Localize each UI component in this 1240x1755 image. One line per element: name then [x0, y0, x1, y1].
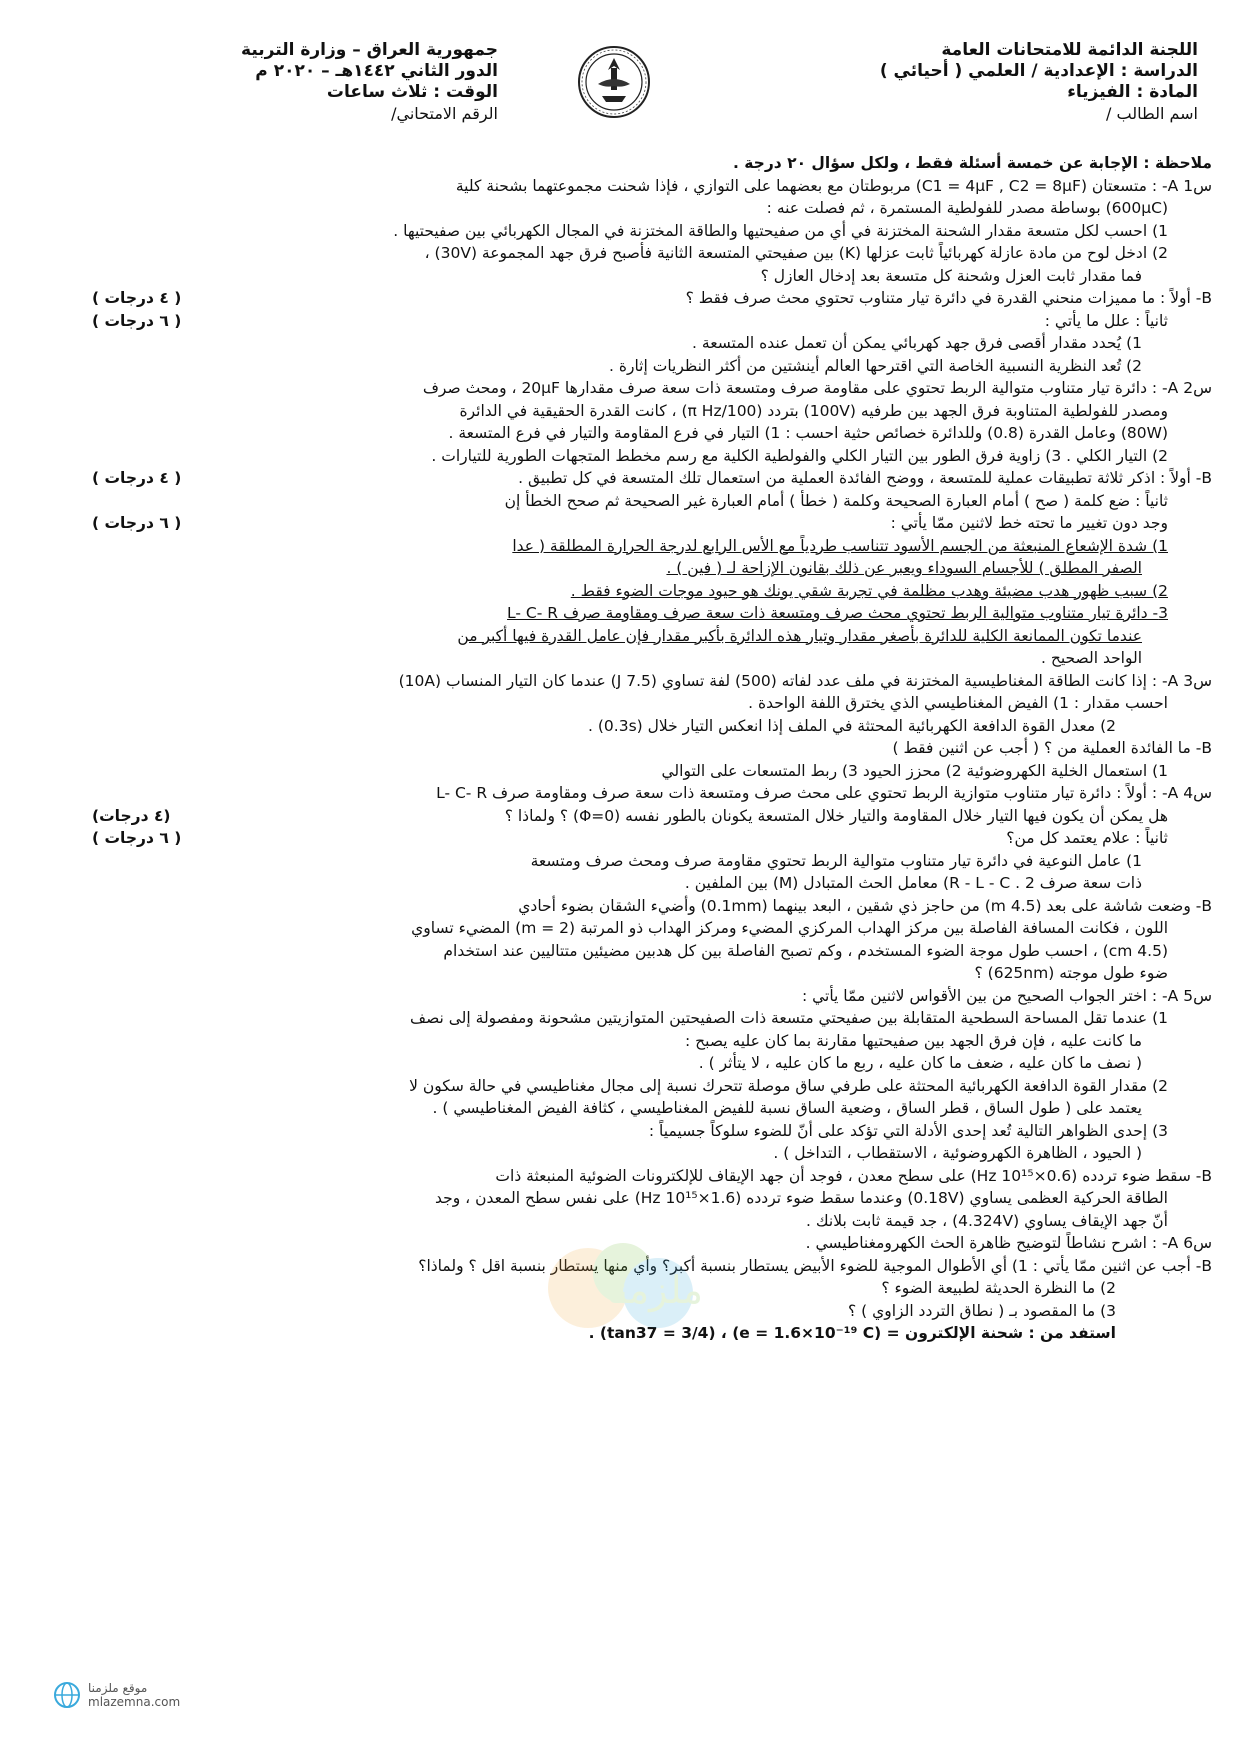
- site-footer-logo: [52, 1680, 180, 1710]
- exam-line: [28, 692, 1212, 715]
- exam-line-text: الطاقة الحركية العظمى يساوي (0.18V) وعندما سقط ضوء تردده (1.6×10¹⁵ Hz) على نفس سطح المعدن ، وجد: [435, 1189, 1168, 1207]
- exam-line: [28, 827, 1212, 850]
- exam-line: [28, 940, 1212, 963]
- exam-line-text: استفد من : شحنة الإلكترون = (e = 1.6×10⁻¹⁹ C) ، (tan37 = 3/4) .: [588, 1324, 1116, 1342]
- exam-line-text: ثانياً : علل ما يأتي :: [1044, 311, 1168, 330]
- exam-line-text: B- ما الفائدة العملية من ؟ ( أجب عن اثنين فقط ): [892, 739, 1212, 757]
- exam-line: [28, 1322, 1212, 1345]
- marks-label: ( ٤ درجات ): [92, 469, 182, 487]
- exam-line-text: 3) إحدى الظواهر التالية تُعد إحدى الأدلة التي تؤكد على أنّ للضوء سلوكاً جسيمياً :: [648, 1121, 1168, 1140]
- study-branch: الدراسة : الإعدادية / العلمي ( أحيائي ): [879, 61, 1198, 81]
- exam-line-text: ملاحظة : الإجابة عن خمسة أسئلة فقط ، ولكل سؤال ٢٠ درجة .: [732, 154, 1212, 172]
- exam-line-text: 1) يُحدد مقدار أقصى فرق جهد كهربائي يمكن أن تعمل عنده المتسعة .: [692, 334, 1142, 352]
- exam-line-text: (4.5 cm) ، احسب طول موجة الضوء المستخدم ، وكم تصبح الفاصلة بين كل هدبين مضيئين متتاليين عند استخدام: [443, 941, 1168, 960]
- exam-line: [28, 377, 1212, 400]
- exam-line: [28, 332, 1212, 355]
- exam-line: [28, 850, 1212, 873]
- marks-label: ( ٦ درجات ): [92, 829, 182, 847]
- exam-line-text: فما مقدار ثابت العزل وشحنة كل متسعة بعد إدخال العازل ؟: [760, 266, 1142, 285]
- exam-line-text: 1) شدة الإشعاع المنبعثة من الجسم الأسود تتناسب طردياً مع الأس الرابع لدرجة الحرارة المطلقة ( عدا: [512, 536, 1168, 555]
- exam-line-text: الصفر المطلق ) للأجسام السوداء ويعبر عن ذلك بقانون الإزاحة لـ ( فين ) .: [666, 559, 1142, 577]
- exam-line-text: س1 A- : متسعتان (C1 = 4μF , C2 = 8μF) مربوطتان مع بعضهما على التوازي ، فإذا شحنت مجموعتهما بشحنة كلية: [455, 176, 1212, 195]
- exam-line: [28, 175, 1212, 198]
- student-name-label: اسم الطالب /: [1106, 104, 1198, 123]
- exam-line: [28, 1142, 1212, 1165]
- exam-line-text: س6 A- : اشرح نشاطاً لتوضيح ظاهرة الحث الكهرومغناطيسي .: [805, 1234, 1212, 1252]
- exam-line: [28, 715, 1212, 738]
- exam-line-text: الواحد الصحيح .: [1041, 649, 1142, 667]
- exam-line: [28, 287, 1212, 310]
- exam-line: [28, 310, 1212, 333]
- exam-line: [28, 962, 1212, 985]
- exam-line: [28, 1232, 1212, 1255]
- exam-line: [28, 490, 1212, 513]
- exam-line: [28, 1300, 1212, 1323]
- country-ministry: جمهورية العراق – وزارة التربية: [241, 40, 498, 60]
- exam-line-text: (80W) وعامل القدرة (0.8) وللدائرة خصائص حثية احسب : 1) التيار في فرع المقاومة والتيار في فرع المتسعة .: [448, 424, 1168, 442]
- exam-line: [28, 647, 1212, 670]
- marks-label: (٤ درجات): [92, 806, 171, 825]
- exam-line: [28, 1255, 1212, 1278]
- exam-line: [28, 355, 1212, 378]
- exam-line-text: B- أولاً : ما مميزات منحني القدرة في دائرة تيار متناوب تحتوي محث صرف فقط ؟: [685, 289, 1212, 307]
- exam-line: [28, 242, 1212, 265]
- marks-label: ( ٦ درجات ): [92, 514, 182, 532]
- exam-line-text: ثانياً : علام يعتمد كل من؟: [1006, 829, 1168, 847]
- exam-line: [28, 1187, 1212, 1210]
- committee-name: اللجنة الدائمة للامتحانات العامة: [941, 40, 1198, 60]
- exam-line: [28, 872, 1212, 895]
- exam-line-text: هل يمكن أن يكون فيها التيار خلال المقاومة والتيار خلال المتسعة يكونان بالطور نفسه (Φ=0) ؟ ولماذا ؟: [504, 806, 1168, 825]
- marks-label: ( ٦ درجات ): [92, 311, 182, 330]
- exam-line-text: 2) التيار الكلي . 3) زاوية فرق الطور بين التيار الكلي والفولطية الكلية مع رسم مخطط المتجهات الطورية للتيارات .: [431, 446, 1168, 465]
- marks-label: ( ٤ درجات ): [92, 289, 182, 307]
- exam-line-text: 1) عامل النوعية في دائرة تيار متناوب متوالية الربط تحتوي مقاومة صرف ومحث صرف ومتسعة: [530, 851, 1142, 870]
- exam-line: [28, 400, 1212, 423]
- exam-line-text: يعتمد على ( طول الساق ، قطر الساق ، وضعية الساق نسبة للفيض المغناطيسي ، كثافة الفيض المغناطيسي ) .: [432, 1099, 1142, 1117]
- exam-line-text: س2 A- : دائرة تيار متناوب متوالية الربط تحتوي على مقاومة صرف ومتسعة ذات سعة صرف مقدارها 20μF ، ومحث صرف: [422, 379, 1212, 397]
- exam-line-text: ما كانت عليه ، فإن فرق الجهد بين صفيحتيها مقارنة بما كان عليه يصبح :: [684, 1031, 1142, 1050]
- exam-line: [28, 1277, 1212, 1300]
- exam-line: [28, 1165, 1212, 1188]
- header-right-block: [879, 40, 1198, 124]
- exam-line: [28, 805, 1212, 828]
- exam-line-text: وجد دون تغيير ما تحته خط لاثنين ممّا يأتي :: [890, 514, 1168, 532]
- exam-line-text: 3- دائرة تيار متناوب متوالية الربط تحتوي محث صرف ومتسعة ذات سعة صرف ومقاومة صرف L- C- R: [507, 604, 1168, 622]
- exam-line-text: ثانياً : ضع كلمة ( صح ) أمام العبارة الصحيحة وكلمة ( خطأ ) أمام العبارة غير الصحيحة ثم صحح الخطأ إن: [504, 491, 1168, 510]
- exam-line-text: 2) ادخل لوح من مادة عازلة كهربائياً ثابت عزلها (K) بين صفيحتي المتسعة الثانية فأصبح فرق جهد المجموعة (30V) ،: [424, 244, 1168, 262]
- exam-line-text: ( الحيود ، الظاهرة الكهروضوئية ، الاستقطاب ، التداخل ) .: [773, 1144, 1142, 1162]
- ministry-emblem-icon: [576, 44, 652, 120]
- exam-line-text: أنّ جهد الإيقاف يساوي (4.324V) ، جد قيمة ثابت بلانك .: [806, 1211, 1168, 1230]
- exam-round: الدور الثاني ١٤٤٢هـ – ٢٠٢٠ م: [255, 61, 498, 81]
- header-left-block: [168, 40, 498, 124]
- exam-line: [28, 557, 1212, 580]
- exam-line-text: ( نصف ما كان عليه ، ضعف ما كان عليه ، ربع ما كان عليه ، لا يتأثر ) .: [698, 1054, 1142, 1072]
- exam-line-text: B- أجب عن اثنين ممّا يأتي : 1) أي الأطوال الموجية للضوء الأبيض يستطار بنسبة أكبر؟ وأي منها يستطار بنسبة اقل ؟ ولماذا؟: [418, 1256, 1212, 1275]
- exam-line-text: س5 A- : اختر الجواب الصحيح من بين الأقواس لاثنين ممّا يأتي :: [801, 986, 1212, 1005]
- exam-line-text: 1) عندما تقل المساحة السطحية المتقابلة بين صفيحتي متسعة ذات الصفيحتين المتوازيتين مشحونة ومفصولة إلى نصف: [410, 1009, 1168, 1027]
- watermark-text: ملزمنا: [605, 1268, 703, 1312]
- exam-line: [28, 1030, 1212, 1053]
- exam-line-text: ضوء طول موجته (625nm) ؟: [974, 964, 1168, 982]
- exam-line-text: 1) احسب لكل متسعة مقدار الشحنة المختزنة في أي من صفيحتيها والطاقة المختزنة في المجال الكهربائي بين صفيحتيها .: [393, 221, 1168, 240]
- exam-line: [28, 1210, 1212, 1233]
- exam-line: [28, 737, 1212, 760]
- exam-page: [28, 28, 1212, 1728]
- exam-line: [28, 782, 1212, 805]
- exam-line-text: (600μC) بوساطة مصدر للفولطية المستمرة ، ثم فصلت عنه :: [766, 199, 1168, 217]
- exam-line: [28, 1052, 1212, 1075]
- exam-line: [28, 1097, 1212, 1120]
- exam-line: [28, 670, 1212, 693]
- exam-line: [28, 917, 1212, 940]
- exam-line: [28, 152, 1212, 175]
- exam-line-text: س4 A- : أولاً : دائرة تيار متناوب متوازية الربط تحتوي على محث صرف ومتسعة ذات سعة صرف ومقاومة صرف L- C- R: [436, 784, 1212, 802]
- exam-line-text: ذات سعة صرف R - L - C . 2) معامل الحث المتبادل (M) بين الملفين .: [684, 874, 1142, 892]
- globe-icon: [52, 1680, 82, 1710]
- exam-line: [28, 760, 1212, 783]
- exam-line-text: 2) سبب ظهور هدب مضيئة وهدب مظلمة في تجربة شقي يونك هو حيود موجات الضوء فقط .: [570, 581, 1168, 600]
- exam-line: [28, 445, 1212, 468]
- exam-line-text: B- أولاً : اذكر ثلاثة تطبيقات عملية للمتسعة ، ووضح الفائدة العملية من استعمال تلك المتسعة في كل تطبيق .: [518, 469, 1212, 487]
- exam-line-text: ومصدر للفولطية المتناوبة فرق الجهد بين طرفيه (100V) بتردد (100/π Hz) ، كانت القدرة الحقيقية في الدائرة: [459, 401, 1168, 420]
- subject-name: المادة : الفيزياء: [1067, 82, 1198, 102]
- exam-line-text: عندما تكون الممانعة الكلية للدائرة بأصغر مقدار وتيار هذه الدائرة بأكبر مقدار فإن عامل القدرة فيها أكبر من: [457, 626, 1142, 645]
- site-name: موقع ملزمنا: [88, 1681, 148, 1695]
- exam-line: [28, 512, 1212, 535]
- exam-line: [28, 467, 1212, 490]
- exam-line: [28, 1120, 1212, 1143]
- exam-line: [28, 197, 1212, 220]
- exam-line-text: س3 A- : إذا كانت الطاقة المغناطيسية المختزنة في ملف عدد لفاته (500) لفة تساوي (7.5 J) عندما كان التيار المنساب (10A): [398, 671, 1212, 690]
- exam-line-text: B- وضعت شاشة على بعد (4.5 m) من حاجز ذي شقين ، البعد بينهما (0.1mm) وأضيء الشقان بضوء أحادي: [518, 896, 1212, 915]
- exam-line-text: 1) استعمال الخلية الكهروضوئية 2) محزز الحيود 3) ربط المتسعات على التوالي: [661, 761, 1168, 780]
- exam-header: [28, 28, 1212, 140]
- exam-line: [28, 985, 1212, 1008]
- exam-line-text: احسب مقدار : 1) الفيض المغناطيسي الذي يخترق اللفة الواحدة .: [748, 694, 1168, 712]
- exam-line: [28, 602, 1212, 625]
- exam-line-text: 2) معدل القوة الدافعة الكهربائية المحتثة في الملف إذا انعكس التيار خلال (0.3s) .: [588, 716, 1116, 735]
- exam-line-text: 2) مقدار القوة الدافعة الكهربائية المحتثة على طرفي ساق موصلة تتحرك نسبة إلى مجال مغناطيسي في حالة سكون لا: [409, 1076, 1168, 1095]
- exam-line: [28, 1007, 1212, 1030]
- exam-line: [28, 535, 1212, 558]
- exam-line-text: 2) تُعد النظرية النسبية الخاصة التي اقترحها العالم أينشتين من أكثر النظريات إثارة .: [609, 356, 1142, 375]
- exam-line: [28, 1075, 1212, 1098]
- exam-line: [28, 625, 1212, 648]
- exam-line: [28, 220, 1212, 243]
- exam-line: [28, 895, 1212, 918]
- exam-questions: [28, 152, 1212, 1345]
- exam-line: [28, 265, 1212, 288]
- exam-line: [28, 422, 1212, 445]
- exam-line-text: B- سقط ضوء تردده (0.6×10¹⁵ Hz) على سطح معدن ، فوجد أن جهد الإيقاف للإلكترونات الضوئية المنبعثة ذات: [495, 1166, 1212, 1185]
- exam-line-text: 3) ما المقصود بـ ( نطاق التردد الزاوي ) ؟: [848, 1301, 1116, 1320]
- exam-line-text: 2) ما النظرة الحديثة لطبيعة الضوء ؟: [881, 1279, 1116, 1297]
- exam-line-text: اللون ، فكانت المسافة الفاصلة بين مركز الهداب المركزي المضيء ومركز الهداب ذو المرتبة (m = 2) المضيء تساوي: [411, 919, 1168, 937]
- site-url: mlazemna.com: [88, 1695, 181, 1709]
- exam-number-label: الرقم الامتحاني/: [391, 104, 498, 123]
- exam-line: [28, 580, 1212, 603]
- exam-time: الوقت : ثلاث ساعات: [326, 82, 498, 102]
